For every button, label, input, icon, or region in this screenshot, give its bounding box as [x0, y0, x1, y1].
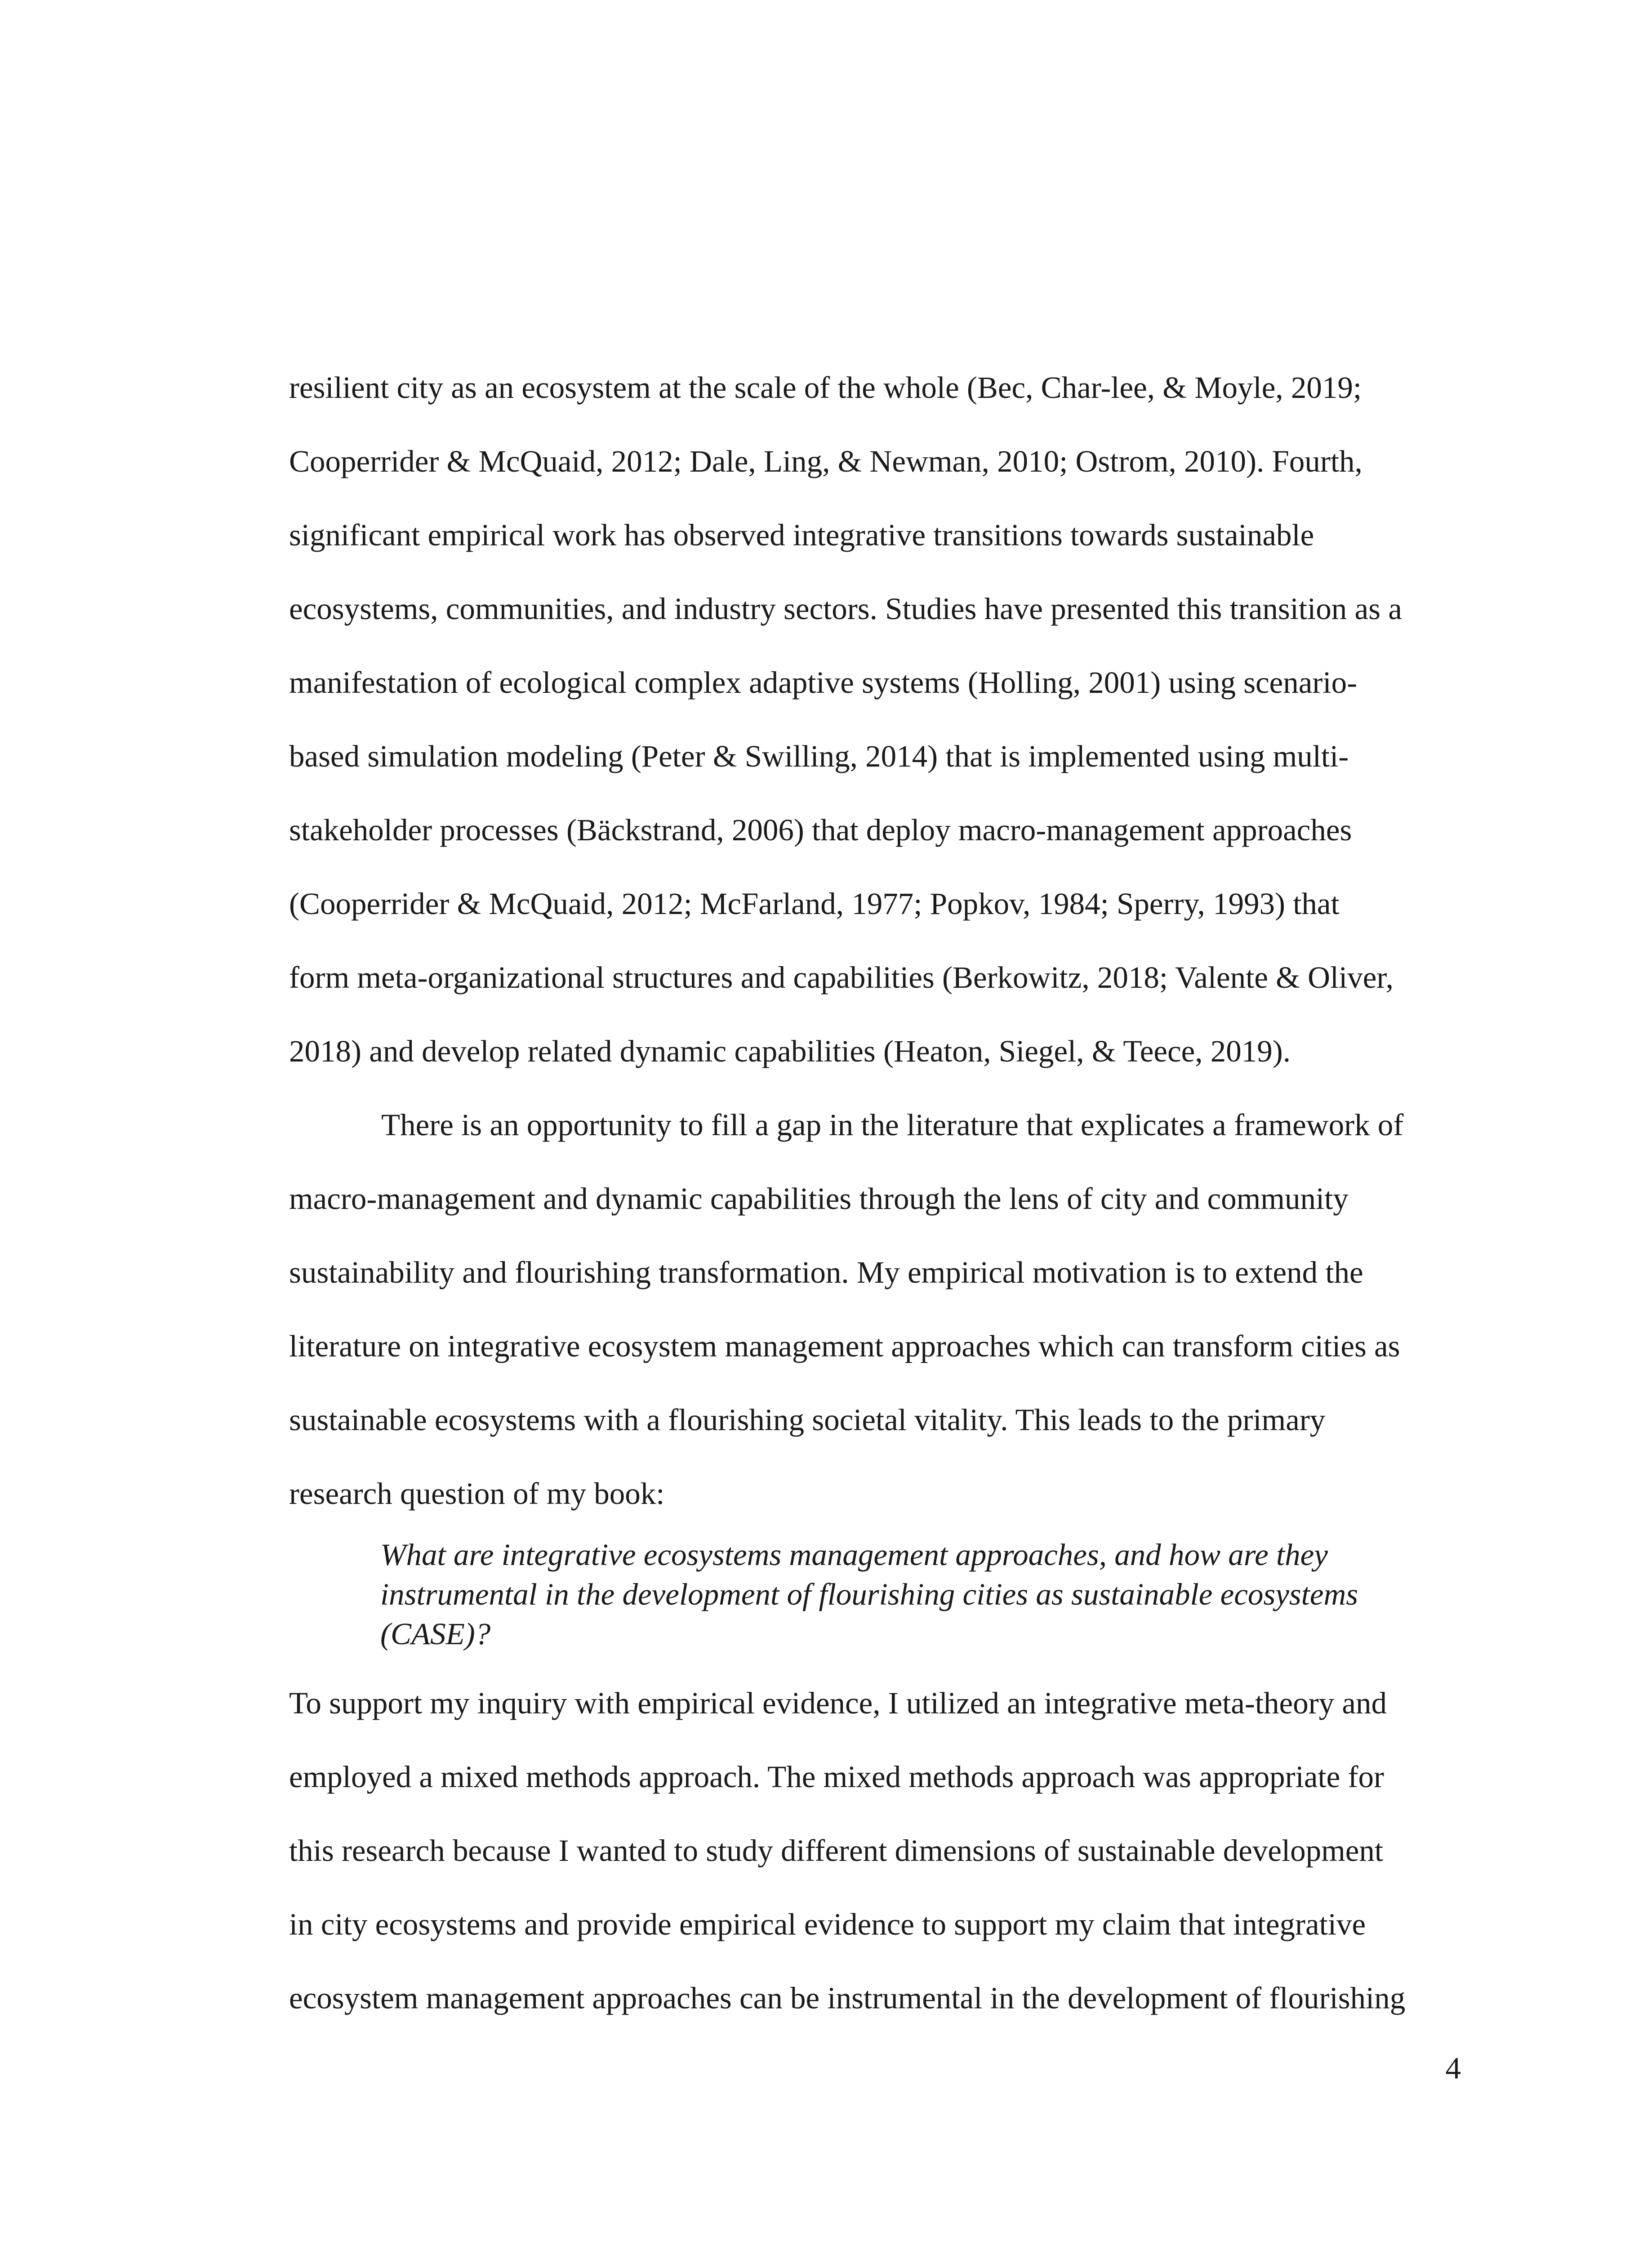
text-line: stakeholder processes (Bäckstrand, 2006) that deploy macro-management approaches — [289, 813, 1352, 847]
text-line: significant empirical work has observed integrative transitions towards sustainable — [289, 518, 1314, 552]
text-line: 2018) and develop related dynamic capabilities (Heaton, Siegel, & Teece, 2019). — [289, 1034, 1291, 1068]
text-line: Cooperrider & McQuaid, 2012; Dale, Ling, & Newman, 2010; Ostrom, 2010). Fourth, — [289, 444, 1363, 478]
paragraph-research-gap — [289, 1088, 1458, 1530]
text-line: manifestation of ecological complex adaptive systems (Holling, 2001) using scenario- — [289, 665, 1358, 700]
text-line: sustainable ecosystems with a flourishing societal vitality. This leads to the primary — [289, 1403, 1326, 1437]
text-line: There is an opportunity to fill a gap in the literature that explicates a framework of — [381, 1108, 1404, 1142]
text-line: macro-management and dynamic capabilities through the lens of city and community — [289, 1182, 1349, 1216]
text-line: (Cooperrider & McQuaid, 2012; McFarland, 1977; Popkov, 1984; Sperry, 1993) that — [289, 887, 1340, 921]
text-line: research question of my book: — [289, 1476, 665, 1511]
text-line: in city ecosystems and provide empirical evidence to support my claim that integrative — [289, 1907, 1366, 1941]
text-line: based simulation modeling (Peter & Swilling, 2014) that is implemented using multi- — [289, 739, 1349, 773]
quote-line: (CASE)? — [380, 1617, 491, 1651]
paragraph-methods — [289, 1666, 1458, 2035]
text-line: To support my inquiry with empirical evidence, I utilized an integrative meta-theory and — [289, 1686, 1387, 1720]
paragraph-continuation — [289, 351, 1458, 1088]
page-number: 4 — [1445, 2051, 1461, 2085]
text-line: sustainability and flourishing transformation. My empirical motivation is to extend the — [289, 1255, 1363, 1289]
body-text — [289, 351, 1458, 2035]
quote-line: instrumental in the development of flourishing cities as sustainable ecosystems — [380, 1577, 1358, 1611]
quote-line: What are integrative ecosystems management approaches, and how are they — [380, 1538, 1328, 1572]
text-line: employed a mixed methods approach. The mixed methods approach was appropriate for — [289, 1760, 1384, 1794]
text-line: this research because I wanted to study different dimensions of sustainable development — [289, 1833, 1384, 1868]
research-question-block — [289, 1535, 1458, 1654]
text-line: resilient city as an ecosystem at the scale of the whole (Bec, Char-lee, & Moyle, 2019; — [289, 370, 1362, 405]
text-line: ecosystem management approaches can be instrumental in the development of flourishing — [289, 1981, 1406, 2015]
text-line: form meta-organizational structures and capabilities (Berkowitz, 2018; Valente & Oliver, — [289, 960, 1394, 995]
text-line: literature on integrative ecosystem management approaches which can transform cities as — [289, 1329, 1400, 1363]
text-line: ecosystems, communities, and industry sectors. Studies have presented this transition as a — [289, 592, 1402, 626]
